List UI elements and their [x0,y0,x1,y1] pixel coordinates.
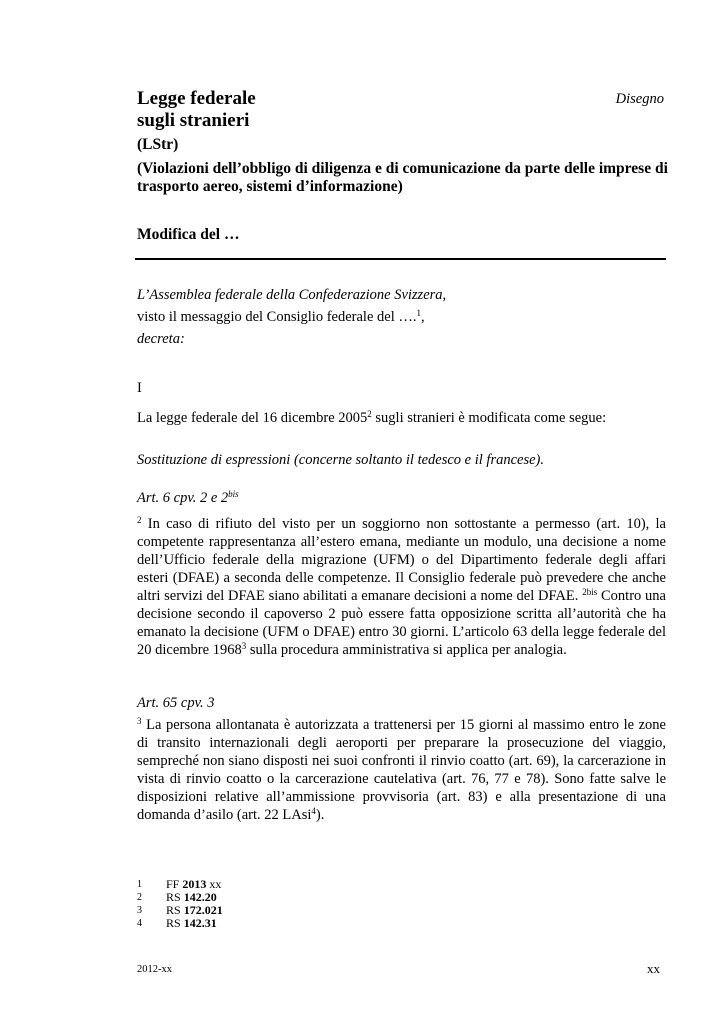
section-number: I [137,380,142,396]
art65-heading: Art. 65 cpv. 3 [137,695,215,711]
art6-cpv2-number: 2 [137,515,142,525]
header-divider [135,258,666,260]
art6-cpv2-text: In caso di rifiuto del visto per un soggiorno non sottostante a permesso (art. 10), la competente rappresentanza all’estero emana, mediante un modulo, una decisione a nome dell’Ufficio federale della migrazione (UFM) o del Dipartimento federale degli affari esteri (DFAE) a seconda delle competenze. Il Consiglio federale può prevedere che anche altri servizi del DFAE siano abilitati a emanare decisioni a nome del DFAE. [137,516,666,604]
footnote-suffix: xx [206,877,222,891]
preamble-visto-text: visto il messaggio del Consiglio federale del …. [137,309,417,325]
preamble-visto [137,308,667,326]
draft-label: Disegno [615,91,664,107]
footnote-ref-value: 142.20 [183,890,217,904]
preamble [137,286,667,348]
art65-paragraph [137,716,666,824]
law-abbreviation: (LStr) [137,136,179,153]
footnote-ref-1[interactable]: 1 [416,308,421,318]
intro-paragraph [137,409,667,427]
footnote-prefix: FF [166,877,183,891]
footnote-number: 1 [137,879,142,890]
art65-cpv3-number: 3 [137,716,142,726]
art6-cpv2bis-text: Contro una decisione secondo il capoverso 2 può essere fatta opposizione scritta all’autorità che ha emanato la decisione (UFM o DFAE) entro 30 giorni. L’articolo 63 della legge federale del 20 dicembre 1968 [137,588,666,658]
page-number: xx [647,961,660,976]
art6-cpv2bis-number: 2bis [582,587,598,597]
art6-heading-sup: bis [228,489,239,499]
footnote-number: 2 [137,892,142,903]
footnote-number: 3 [137,905,142,916]
preamble-assembly: L’Assemblea federale della Confederazione Svizzera, [137,287,447,303]
art6-heading [137,489,239,507]
law-subtitle: (Violazioni dell’obbligo di diligenza e di comunicazione da parte delle imprese di trasporto aereo, sistemi d’informazione) [137,160,668,195]
footnote-ref-2[interactable]: 2 [367,409,372,419]
art6-paragraph [137,515,666,659]
footnote-number: 4 [137,918,142,929]
law-title [137,88,256,132]
footnote-ref-4[interactable]: 4 [311,806,316,816]
replacement-note: Sostituzione di espressioni (concerne soltanto il tedesco e il francese). [137,452,544,468]
footnote-item [137,917,223,930]
intro-text-a: La legge federale del 16 dicembre 2005 [137,410,368,426]
footnote-prefix: RS [166,916,184,930]
preamble-visto-end: , [420,309,425,325]
art65-cpv3-end: ). [315,807,325,823]
law-title-line1: Legge federale [137,88,256,109]
footnote-prefix: RS [166,890,184,904]
preamble-decreta: decreta: [137,331,185,347]
law-title-line2: sugli stranieri [137,110,250,131]
modification-line: Modifica del … [137,226,240,243]
footnotes [137,878,223,930]
art6-heading-text: Art. 6 cpv. 2 e 2 [137,490,229,506]
footnote-prefix: RS [166,903,184,917]
footnote-ref-value: 172.021 [183,903,223,917]
footnote-ref-value: 142.31 [183,916,217,930]
art65-cpv3-text: La persona allontanata è autorizzata a trattenersi per 15 giorni al massimo entro le zone di transito internazionali degli aeroporti per preparare la prosecuzione del viaggio, sempreché non siano disposti nei suoi confronti il rinvio coatto (art. 69), la carcerazione in vista di rinvio coatto o la carcerazione cautelativa (art. 76, 77 e 78). Sono fatte salve le disposizioni relative all’ammissione provvisoria (art. 83) e alla presentazione di una domanda d’asilo (art. 22 LAsi [137,717,666,823]
footnote-ref-value: 2013 [182,877,207,891]
intro-text-b: sugli stranieri è modificata come segue: [371,410,607,426]
art6-cpv2bis-end: sulla procedura amministrativa si applica per analogia. [246,642,567,658]
footnote-ref-3[interactable]: 3 [241,641,247,651]
footer-doc-code: 2012-xx [137,964,172,975]
